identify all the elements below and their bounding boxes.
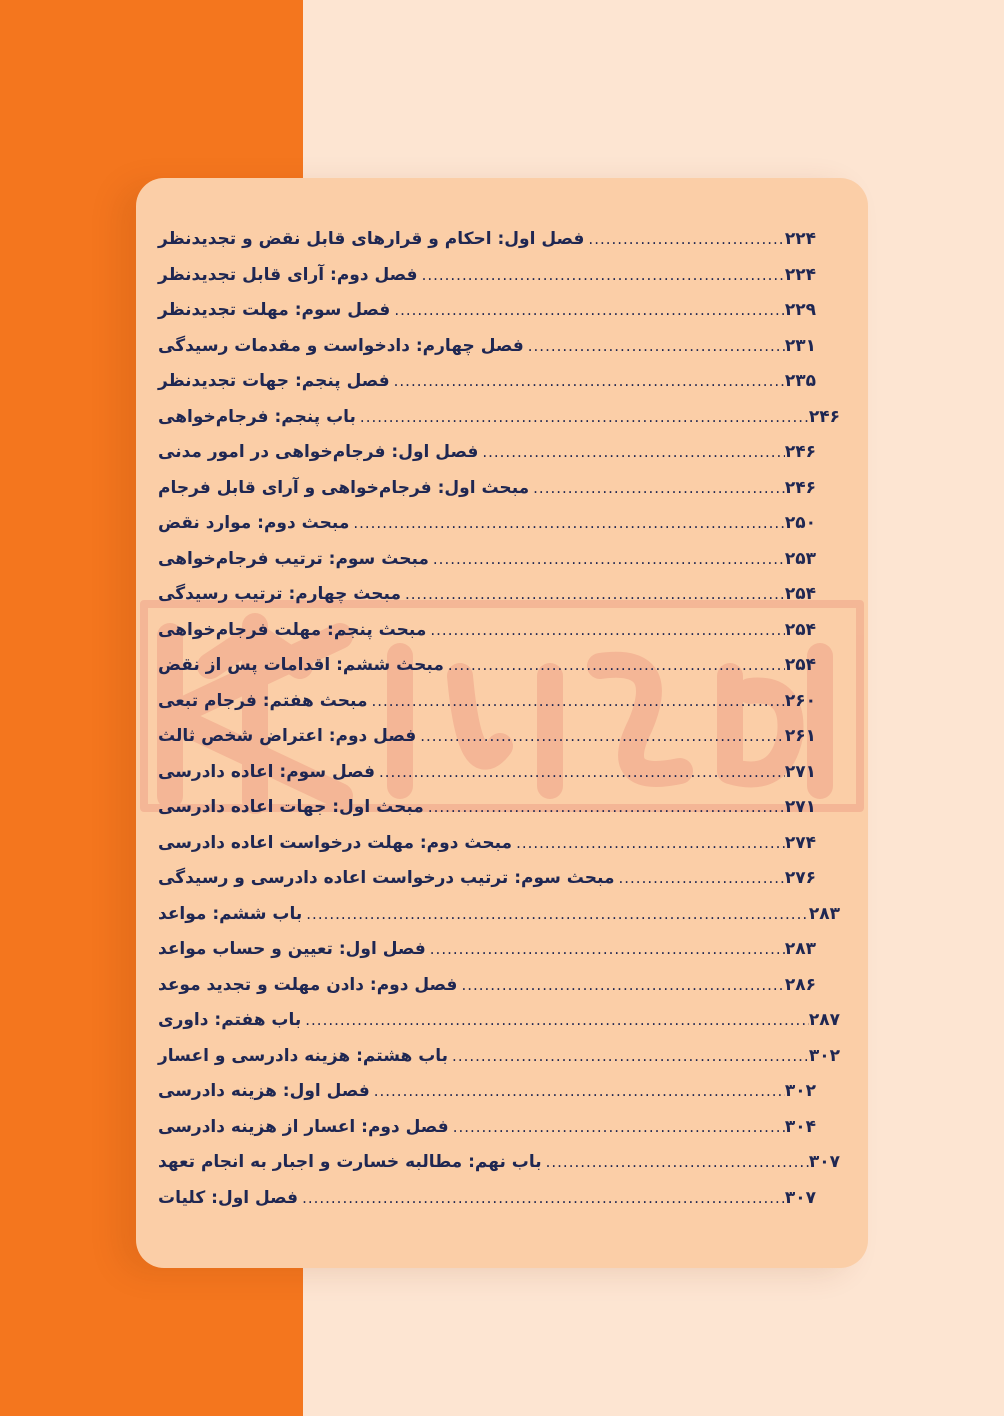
toc-entry-title: فصل اول: احکام و قرارهای قابل نقض و تجدیدنظر: [158, 229, 585, 249]
toc-entry-page-number: ۲۵۴: [784, 619, 816, 640]
toc-entry-page-number: ۲۳۵: [784, 371, 816, 391]
toc-entry-title: باب هفتم: داوری: [158, 1010, 302, 1030]
toc-entry-page-number: ۲۸۳: [784, 939, 816, 959]
toc-entry-page-number: ۳۰۲: [808, 1045, 840, 1066]
toc-entry-page-number: ۲۲۹: [784, 300, 816, 320]
dot-leader: [448, 1047, 809, 1065]
dot-leader: [401, 585, 785, 603]
toc-entry-title: مبحث هفتم: فرجام تبعی: [158, 690, 368, 711]
dot-leader: [429, 550, 785, 568]
dot-leader: [542, 1153, 809, 1171]
toc-entry-title: باب ششم: مواعد: [158, 903, 303, 924]
dot-leader: [370, 1082, 785, 1100]
dot-leader: [375, 763, 785, 781]
toc-entry-page-number: ۲۵۰: [784, 513, 816, 533]
toc-entry-title: فصل پنجم: جهات تجدیدنظر: [158, 371, 390, 391]
toc-entry-title: مبحث سوم: ترتیب درخواست اعاده دادرسی و رسیدگی: [158, 868, 615, 888]
dot-leader: [390, 372, 785, 390]
dot-leader: [426, 621, 784, 639]
toc-entry[interactable]: [152, 400, 840, 434]
toc-entry[interactable]: [152, 222, 816, 256]
dot-leader: [298, 1189, 785, 1207]
toc-entry-title: مبحث سوم: ترتیب فرجام‌خواهی: [158, 548, 429, 569]
toc-entry-page-number: ۲۵۳: [784, 548, 816, 569]
toc-entry-page-number: ۲۴۶: [784, 442, 816, 462]
toc-entry-title: باب پنجم: فرجام‌خواهی: [158, 406, 356, 427]
dot-leader: [356, 408, 809, 426]
toc-entry-title: فصل اول: فرجام‌خواهی در امور مدنی: [158, 442, 479, 462]
toc-entry-title: فصل اول: هزینه دادرسی: [158, 1081, 370, 1101]
toc-entry-page-number: ۲۴۶: [784, 477, 816, 498]
toc-entry-page-number: ۲۸۳: [808, 903, 840, 924]
dot-leader: [584, 230, 784, 248]
toc-entry-title: فصل دوم: آرای قابل تجدیدنظر: [158, 264, 418, 285]
toc-entry-page-number: ۲۶۱: [784, 726, 816, 746]
toc-entry-title: فصل دوم: اعسار از هزینه دادرسی: [158, 1116, 449, 1137]
dot-leader: [512, 834, 785, 852]
toc-entry-page-number: ۲۶۰: [784, 690, 816, 711]
toc-entry-page-number: ۲۵۴: [784, 655, 816, 675]
dot-leader: [416, 727, 785, 745]
toc-entry-title: فصل اول: کلیات: [158, 1187, 299, 1208]
toc-entry-title: مبحث چهارم: ترتیب رسیدگی: [158, 584, 401, 604]
toc-entry[interactable]: [152, 897, 840, 931]
dot-leader: [426, 940, 785, 958]
toc-entry-title: فصل اول: تعیین و حساب مواعد: [158, 939, 426, 959]
toc-entry[interactable]: [152, 968, 816, 1002]
toc-entry-page-number: ۲۳۱: [784, 335, 816, 356]
toc-entry[interactable]: [152, 1181, 816, 1215]
toc-entry[interactable]: [152, 1110, 816, 1144]
toc-entry-title: فصل چهارم: دادخواست و مقدمات رسیدگی: [158, 335, 524, 356]
toc-entry-page-number: ۳۰۲: [784, 1081, 816, 1101]
toc-entry-title: مبحث اول: جهات اعاده دادرسی: [158, 797, 424, 817]
toc-entry[interactable]: [152, 506, 816, 540]
toc-entry-page-number: ۲۵۴: [784, 584, 816, 604]
toc-entry-page-number: ۳۰۴: [784, 1116, 816, 1137]
dot-leader: [418, 266, 785, 284]
toc-entry-title: مبحث پنجم: مهلت فرجام‌خواهی: [158, 619, 427, 640]
toc-entry-page-number: ۲۲۴: [784, 264, 816, 285]
dot-leader: [302, 905, 809, 923]
toc-entry-title: مبحث ششم: اقدامات پس از نقض: [158, 655, 444, 675]
dot-leader: [457, 976, 784, 994]
toc-entry-title: فصل دوم: دادن مهلت و تجدید موعد: [158, 974, 458, 995]
toc-entry[interactable]: [152, 329, 816, 363]
toc-entry[interactable]: [152, 542, 816, 576]
toc-entry-title: فصل دوم: اعتراض شخص ثالث: [158, 726, 417, 746]
dot-leader: [349, 514, 785, 532]
toc-entry[interactable]: [152, 826, 816, 860]
dot-leader: [367, 692, 784, 710]
toc-entry-page-number: ۲۷۱: [784, 761, 816, 782]
toc-entry-page-number: ۲۸۶: [784, 974, 816, 995]
toc-entry-title: فصل سوم: اعاده دادرسی: [158, 761, 376, 782]
toc-entry[interactable]: [152, 258, 816, 292]
toc-entry[interactable]: [152, 648, 816, 682]
toc-entry-page-number: ۲۷۶: [784, 868, 816, 888]
toc-entry-page-number: ۳۰۷: [808, 1152, 840, 1172]
toc-entry[interactable]: [152, 755, 816, 789]
dot-leader: [424, 798, 785, 816]
dot-leader: [449, 1118, 785, 1136]
toc-entry[interactable]: [152, 719, 816, 753]
toc-entry[interactable]: [152, 471, 816, 505]
toc-entry-page-number: ۲۲۴: [784, 229, 816, 249]
dot-leader: [444, 656, 785, 674]
toc-entry[interactable]: [152, 613, 816, 647]
toc-entry-title: فصل سوم: مهلت تجدیدنظر: [158, 300, 391, 320]
dot-leader: [529, 479, 785, 497]
toc-entry[interactable]: [152, 861, 816, 895]
toc-entry-title: باب هشتم: هزینه دادرسی و اعسار: [158, 1045, 449, 1066]
toc-entry-title: مبحث اول: فرجام‌خواهی و آرای قابل فرجام: [158, 477, 530, 498]
toc-entry-title: مبحث دوم: مهلت درخواست اعاده دادرسی: [158, 832, 513, 853]
toc-entry-page-number: ۲۷۱: [784, 797, 816, 817]
toc-card: [136, 178, 868, 1268]
toc-entry-page-number: ۲۷۴: [784, 832, 816, 853]
toc-entry-page-number: ۲۴۶: [808, 406, 840, 427]
toc-entry[interactable]: [152, 577, 816, 611]
toc-entry[interactable]: [152, 684, 816, 718]
toc-entry[interactable]: [152, 1145, 840, 1179]
dot-leader: [524, 337, 785, 355]
toc-entry[interactable]: [152, 364, 816, 398]
toc-entry-title: باب نهم: مطالبه خسارت و اجبار به انجام تعهد: [158, 1152, 542, 1172]
dot-leader: [301, 1011, 809, 1029]
toc-entry[interactable]: [152, 1039, 840, 1073]
dot-leader: [615, 869, 785, 887]
toc-entry[interactable]: [152, 435, 816, 469]
toc-entry[interactable]: [152, 1074, 816, 1108]
toc-entry-page-number: ۲۸۷: [808, 1010, 840, 1030]
toc-entry-page-number: ۳۰۷: [784, 1187, 816, 1208]
toc-entry[interactable]: [152, 790, 816, 824]
toc-entry[interactable]: [152, 293, 816, 327]
toc-entry[interactable]: [152, 932, 816, 966]
dot-leader: [478, 443, 785, 461]
toc-entry[interactable]: [152, 1003, 840, 1037]
toc-entry-title: مبحث دوم: موارد نقض: [158, 513, 350, 533]
dot-leader: [390, 301, 785, 319]
